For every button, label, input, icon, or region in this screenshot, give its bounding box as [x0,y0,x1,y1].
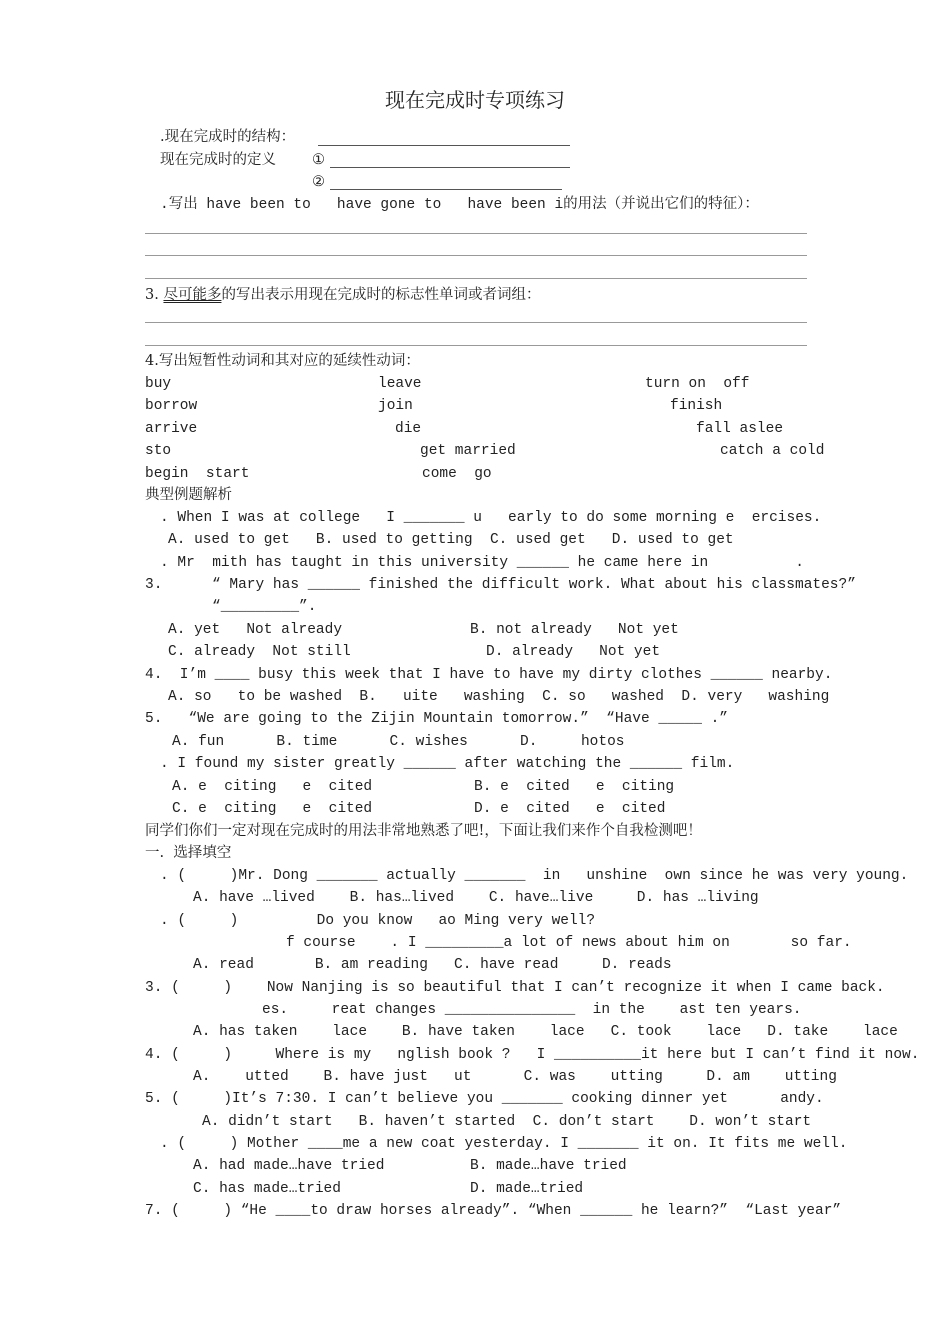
definition-2-marker: ② [312,174,325,190]
question-line: . Mr mith has taught in this university ______ he came here in . [160,555,804,571]
option-line: A. fun B. time C. wishes D. hotos [172,734,625,750]
verb-item: fall aslee [696,421,784,437]
option-line: A. had made…have tried [193,1158,385,1174]
verb-item: begin start [145,466,250,482]
part4-heading: 4.写出短暂性动词和其对应的延续性动词： [145,353,420,369]
option-line: B. made…have tried [470,1158,627,1174]
question-line: . ( ) Mother ____me a new coat yesterday. I _______ it on. It fits me well. [160,1136,848,1152]
option-line: C. e citing e cited [172,801,373,817]
question-line: . I found my sister greatly ______ after watching the ______ film. [160,756,735,772]
option-line: A. so to be washed B. uite washing C. so washed D. very washing [168,689,830,705]
option-line: A. utted B. have just ut C. was utting D. am utting [193,1069,837,1085]
verb-item: arrive [145,421,198,437]
definition-prompt: 现在完成时的定义 [160,152,276,168]
answer-line[interactable] [145,255,807,256]
answer-line[interactable] [145,233,807,234]
verb-item: buy [145,376,172,392]
verb-item: come go [422,466,492,482]
selftest-heading: 一. 选择填空 [145,845,232,861]
verb-item: leave [378,376,422,392]
question-line: 5. “We are going to the Zijin Mountain tomorrow.” “Have _____ .” [145,711,728,727]
option-line: C. already Not still [168,644,351,660]
examples-heading: 典型例题解析 [145,487,232,503]
option-line: A. didn’t start B. haven’t started C. don’t start D. won’t start [202,1114,812,1130]
option-line: A. have …lived B. has…lived C. have…live D. has …living [193,890,759,906]
part3-heading [145,286,540,304]
answer-line[interactable] [145,345,807,346]
option-line: A. has taken lace B. have taken lace C. took lace D. take lace [193,1024,898,1040]
structure-prompt: .现在完成时的结构： [160,129,296,145]
verb-item: die [395,421,422,437]
structure-blank[interactable] [318,145,570,146]
answer-line[interactable] [145,278,807,279]
question-line: “_________”. [212,599,317,615]
question-line: . When I was at college I _______ u early to do some morning e ercises. [160,510,822,526]
option-line: B. not already Not yet [470,622,679,638]
question-line: . ( )Mr. Dong _______ actually _______ in unshine own since he was very young. [160,868,909,884]
option-line: C. has made…tried [193,1181,341,1197]
option-line: D. e cited e cited [474,801,666,817]
question-line: 7. ( ) “He ____to draw horses already”. “When ______ he learn?” “Last year” [145,1203,842,1219]
question-line: f course . I _________a lot of news about him on so far. [286,935,852,951]
question-line: es. reat changes _______________ in the ast ten years. [262,1002,802,1018]
verb-item: catch a cold [720,443,825,459]
question-line: 3. ( ) Now Nanjing is so beautiful that I can’t recognize it when I came back. [145,980,885,996]
part3-number: 3. [145,287,159,303]
option-line: B. e cited e citing [474,779,675,795]
question-number: 3. [145,577,163,593]
option-line: D. already Not yet [486,644,661,660]
option-line: A. yet Not already [168,622,343,638]
option-line: A. read B. am reading C. have read D. reads [193,957,672,973]
verb-item: turn on off [645,376,750,392]
verb-item: get married [420,443,516,459]
verb-item: join [378,398,413,414]
verb-item: sto [145,443,172,459]
page-title: 现在完成时专项练习 [385,88,565,112]
verb-item: borrow [145,398,198,414]
question-line: 4. I’m ____ busy this week that I have to have my dirty clothes ______ nearby. [145,667,833,683]
option-line: A. e citing e cited [172,779,373,795]
option-line: D. made…tried [470,1181,584,1197]
definition-1-blank[interactable] [330,167,570,168]
definition-2-blank[interactable] [330,189,562,190]
question-line: 4. ( ) Where is my nglish book ? I __________it here but I can’t find it now. [145,1047,920,1063]
usage-prompt: .写出 have been to have gone to have been i的用法（并说出它们的特征）： [160,197,759,213]
question-line: 5. ( )It’s 7:30. I can’t believe you _______ cooking dinner yet andy. [145,1091,824,1107]
part3-text: 的写出表示用现在完成时的标志性单词或者词组： [221,287,541,303]
definition-1-marker: ① [312,152,325,168]
answer-line[interactable] [145,322,807,323]
option-line: A. used to get B. used to getting C. used get D. used to get [168,532,734,548]
selftest-intro: 同学们你们一定对现在完成时的用法非常地熟悉了吧!，下面让我们来作个自我检测吧！ [145,823,702,839]
question-line: . ( ) Do you know ao Ming very well? [160,913,596,929]
part3-emphasis: 尽可能多 [163,287,222,303]
verb-item: finish [670,398,723,414]
question-line: “ Mary has ______ finished the difficult work. What about his classmates?” [212,577,856,593]
